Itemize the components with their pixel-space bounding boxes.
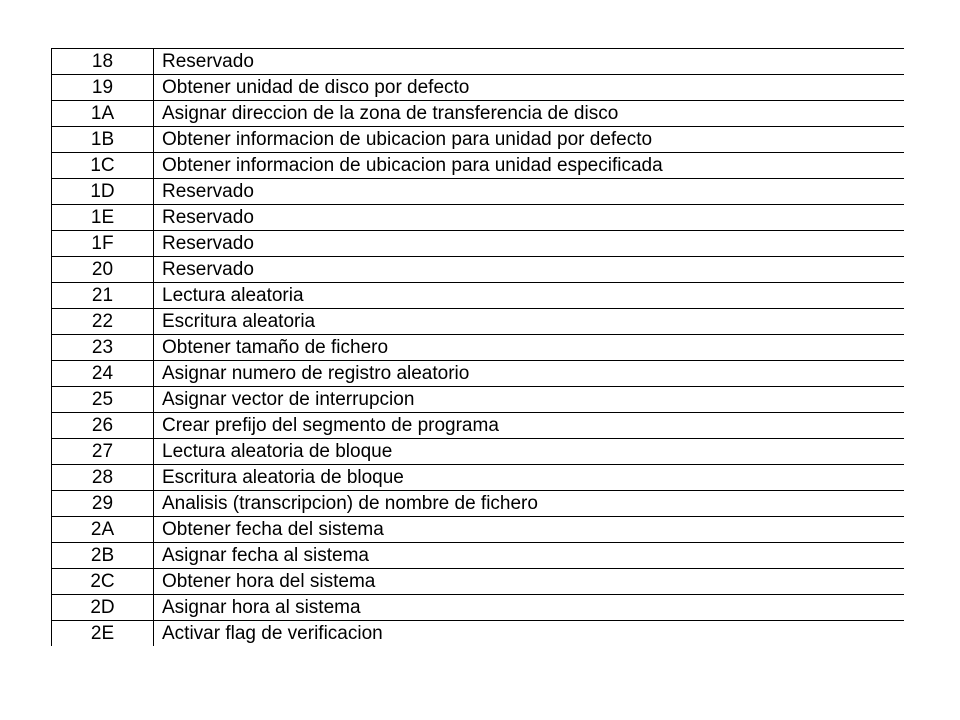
table-row [52,439,905,465]
table-row [52,595,905,621]
function-description-cell: Obtener hora del sistema [154,569,905,595]
function-description-cell: Asignar fecha al sistema [154,543,905,569]
function-description-cell: Asignar direccion de la zona de transferencia de disco [154,101,905,127]
function-description-cell: Reservado [154,231,905,257]
function-description-cell: Obtener informacion de ubicacion para unidad especificada [154,153,905,179]
function-description-cell: Obtener tamaño de fichero [154,335,905,361]
function-code-cell: 29 [52,491,154,517]
function-code-cell: 20 [52,257,154,283]
function-code-cell: 21 [52,283,154,309]
function-description-cell: Asignar hora al sistema [154,595,905,621]
table-row [52,49,905,75]
function-code-cell: 28 [52,465,154,491]
function-code-cell: 2C [52,569,154,595]
table-row [52,75,905,101]
table-row [52,361,905,387]
function-description-cell: Lectura aleatoria de bloque [154,439,905,465]
table-row [52,283,905,309]
table-row [52,569,905,595]
function-description-cell: Activar flag de verificacion [154,621,905,647]
function-code-cell: 22 [52,309,154,335]
table-row [52,517,905,543]
function-code-cell: 1F [52,231,154,257]
function-code-cell: 25 [52,387,154,413]
function-code-cell: 2B [52,543,154,569]
table-row [52,335,905,361]
table-row [52,205,905,231]
table-row [52,127,905,153]
function-code-cell: 19 [52,75,154,101]
function-code-cell: 2D [52,595,154,621]
function-table-body [52,49,905,647]
table-row [52,387,905,413]
function-description-cell: Reservado [154,49,905,75]
function-code-cell: 1C [52,153,154,179]
function-code-cell: 23 [52,335,154,361]
function-code-cell: 2E [52,621,154,647]
function-description-cell: Reservado [154,179,905,205]
function-description-cell: Analisis (transcripcion) de nombre de fichero [154,491,905,517]
table-row [52,101,905,127]
function-code-cell: 24 [52,361,154,387]
table-row [52,465,905,491]
function-code-cell: 18 [52,49,154,75]
function-description-cell: Obtener fecha del sistema [154,517,905,543]
table-row [52,231,905,257]
function-description-cell: Reservado [154,257,905,283]
function-code-cell: 2A [52,517,154,543]
table-row [52,179,905,205]
table-row [52,543,905,569]
function-code-cell: 1B [52,127,154,153]
function-description-cell: Escritura aleatoria [154,309,905,335]
function-code-cell: 1D [52,179,154,205]
function-code-cell: 26 [52,413,154,439]
table-row [52,413,905,439]
table-row [52,257,905,283]
function-code-cell: 1E [52,205,154,231]
function-description-cell: Obtener unidad de disco por defecto [154,75,905,101]
function-description-cell: Asignar numero de registro aleatorio [154,361,905,387]
table-row [52,621,905,647]
table-row [52,309,905,335]
function-code-cell: 27 [52,439,154,465]
table-row [52,153,905,179]
table-row [52,491,905,517]
function-description-cell: Reservado [154,205,905,231]
function-description-cell: Escritura aleatoria de bloque [154,465,905,491]
function-description-cell: Obtener informacion de ubicacion para unidad por defecto [154,127,905,153]
function-description-cell: Asignar vector de interrupcion [154,387,905,413]
function-description-cell: Crear prefijo del segmento de programa [154,413,905,439]
function-table-container [51,48,904,646]
function-code-cell: 1A [52,101,154,127]
function-code-table [51,48,904,646]
function-description-cell: Lectura aleatoria [154,283,905,309]
